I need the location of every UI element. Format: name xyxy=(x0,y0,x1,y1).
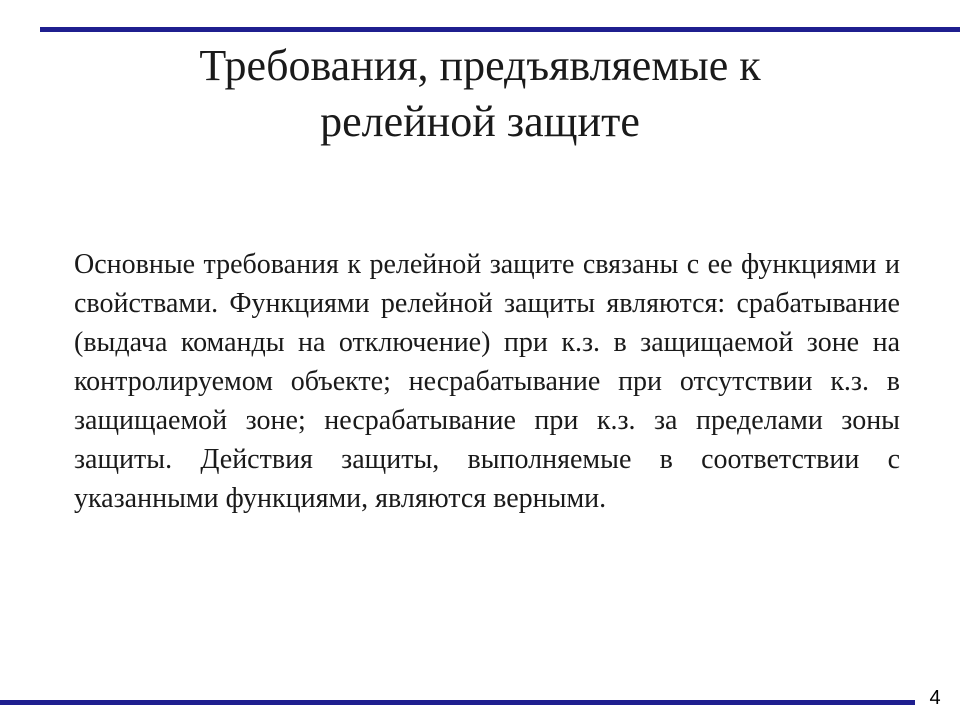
page-number: 4 xyxy=(929,687,941,709)
bottom-divider xyxy=(0,700,915,705)
body-paragraph: Основные требования к релейной защите связаны с ее функциями и свойствами. Функциями релейной защиты являются: срабатывание (выдача команды на отключение) при к.з. в защищаемой зоне на контролируемом объекте; несрабатывание при отсутствии к.з. в защищаемой зоне; несрабатывание при к.з. за пределами зоны защиты. Действия защиты, выполняемые в соответствии с указанными функциями, являются верными. xyxy=(74,249,900,514)
slide-title-line-2: релейной защите xyxy=(320,97,640,146)
top-divider xyxy=(40,27,960,32)
slide-title-line-1: Требования, предъявляемые к xyxy=(199,41,761,90)
slide-title xyxy=(80,38,880,150)
